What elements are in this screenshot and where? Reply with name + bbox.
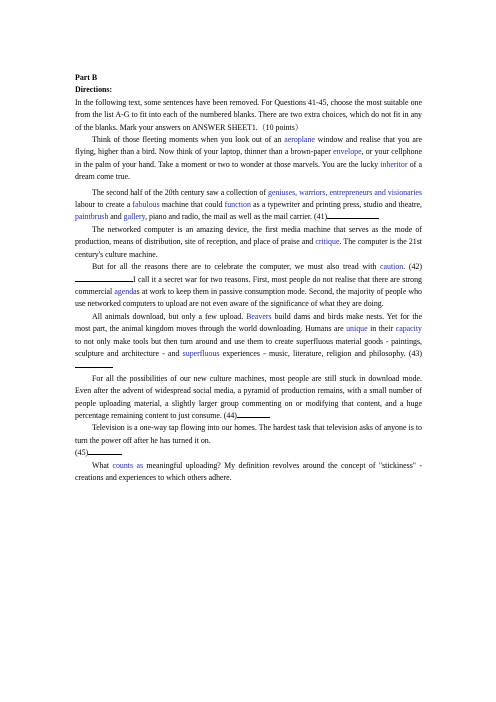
text-run: But for all the reasons there are to celebrate the computer, we must also tread with	[92, 262, 381, 272]
text-run: as a typewriter and printing press, studio and theatre,	[250, 200, 422, 210]
paragraph-1	[75, 134, 422, 184]
paragraph-2	[75, 187, 422, 224]
section-title: Part B	[75, 73, 98, 82]
paragraph-5	[75, 311, 422, 373]
vocabulary-link[interactable]: fabulous	[132, 200, 160, 210]
paragraph-7	[75, 422, 422, 447]
vocabulary-link[interactable]: paintbrush	[75, 212, 109, 222]
vocabulary-link[interactable]: agenda	[114, 286, 137, 296]
text-run: of a dream come true.	[75, 159, 422, 182]
vocabulary-link[interactable]: critique	[315, 237, 340, 247]
text-run: What	[92, 460, 113, 470]
vocabulary-link[interactable]: counts as	[112, 460, 144, 470]
text-run: experiences - music, literature, religion and philosophy. (43)	[219, 348, 423, 358]
answer-blank	[237, 410, 270, 418]
vocabulary-link[interactable]: Beavers	[246, 311, 272, 321]
text-run: labour to create a	[75, 200, 133, 210]
vocabulary-link[interactable]: envelope	[333, 147, 362, 157]
text-run: I call it a secret war for two reasons. First, most people do not realise that there are strong commercial	[75, 274, 422, 296]
paragraph-9	[75, 460, 422, 485]
text-run: All animals download, but only a few upload.	[92, 311, 247, 321]
answer-blank	[327, 211, 379, 219]
vocabulary-link[interactable]: unique	[346, 324, 368, 334]
text-run: . The computer is the 21st century's culture machine.	[75, 237, 422, 259]
vocabulary-link[interactable]: superfluous	[182, 348, 220, 358]
text-run: to not only make tools but then turn around and use them to create superfluous material goods - paintings, sculpture and architecture - and	[75, 336, 422, 358]
answer-blank	[75, 274, 133, 282]
vocabulary-link[interactable]: geniuses, warriors, entrepreneurs and visionaries	[268, 187, 422, 197]
document-page	[75, 72, 422, 484]
text-run: (45)	[75, 448, 89, 458]
text-run: and	[108, 212, 124, 222]
paragraph-6	[75, 373, 422, 423]
text-run: Think of those fleeting moments when you look out of an	[92, 135, 285, 145]
vocabulary-link[interactable]: function	[224, 200, 251, 210]
vocabulary-link[interactable]: aeroplane	[284, 135, 315, 145]
text-run: The second half of the 20th century saw a collection of	[92, 187, 268, 197]
vocabulary-link[interactable]: gallery	[123, 212, 146, 222]
text-run: machine that could	[159, 200, 225, 210]
paragraph-3	[75, 224, 422, 261]
answer-blank	[75, 360, 113, 368]
text-run: . (42)	[403, 262, 422, 272]
text-run: in their	[367, 324, 396, 334]
directions-text: In the following text, some sentences have been removed. For Questions 41-45, choose the most suitable one from the list A-G to fit into each of the numbered blanks. There are two extra choices, which do not fit in any of the blanks. Mark your answers on ANSWER SHEET1.（10 points）	[75, 97, 422, 132]
text-run: meaningful uploading? My definition revolves around the concept of "stickiness" - creations and experiences to which others adhere.	[75, 460, 422, 482]
paragraph-4	[75, 261, 422, 311]
text-run: s at work to keep them in passive consumption mode. Second, the majority of people who use networked computers to upload are not even aware of the significance of what they are doing.	[75, 286, 422, 309]
text-run: window and realise that you are flying, higher than a bird. Now think of your laptop, thinner than a brown-paper	[75, 135, 422, 157]
vocabulary-link[interactable]: capacity	[395, 324, 422, 334]
text-run: build dams and birds make nests. Yet for the most part, the animal kingdom moves through the world downloading. Humans are	[75, 311, 423, 334]
text-run: Television is a one-way tap flowing into our homes. The hardest task that television asks of anyone is to turn the power off after he has turned it on.	[75, 423, 422, 445]
directions-label: Directions:	[75, 85, 113, 95]
text-run: The networked computer is an amazing device, the first media machine that serves as the mode of production, means of distribution, site of reception, and place of praise and	[75, 224, 422, 247]
vocabulary-link[interactable]: inheritor	[380, 159, 408, 169]
text-run: , or your cellphone in the palm of your hand. Take a moment or two to wonder at those marvels. You are the lucky	[75, 147, 422, 169]
paragraph-8	[75, 447, 422, 459]
vocabulary-link[interactable]: caution	[380, 262, 404, 272]
text-run: , piano and radio, the mail as well as the mail carrier. (41)	[145, 212, 328, 222]
answer-blank	[88, 447, 122, 455]
text-run: For all the possibilities of our new culture machines, most people are still stuck in download mode. Even after the advent of widespread social media, a pyramid of production remains, with a small number of people uploading material, a slightly larger group commenting on or modifying that content, and a huge percentage remaining content to just consume. (44)	[75, 373, 422, 420]
